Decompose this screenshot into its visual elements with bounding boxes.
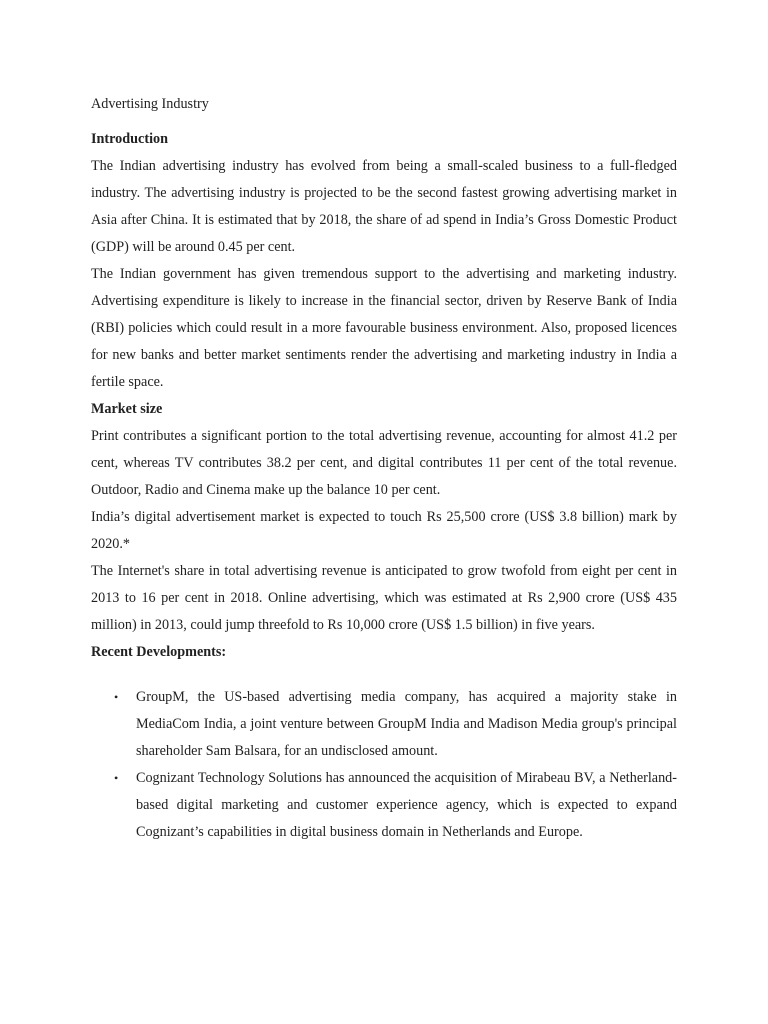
document-title: Advertising Industry xyxy=(91,96,209,112)
list-item-text: Cognizant Technology Solutions has announced the acquisition of Mirabeau BV, a Netherland-based digital marketing and customer experience agency, which is expected to expand Cognizant’s capabilities in digital business domain in Netherlands and Europe. xyxy=(136,770,677,840)
list-item-text: GroupM, the US-based advertising media company, has acquired a majority stake in MediaCom India, a joint venture between GroupM India and Madison Media group's principal shareholder Sam Balsara, for an undisclosed amount. xyxy=(136,689,677,759)
recent-developments-list xyxy=(91,684,677,846)
heading-market-size: Market size xyxy=(91,401,163,417)
market-size-paragraph-2: India’s digital advertisement market is expected to touch Rs 25,500 crore (US$ 3.8 billion) mark by 2020.* xyxy=(91,509,677,552)
bullet-icon: • xyxy=(114,690,119,704)
market-size-paragraph-1: Print contributes a significant portion to the total advertising revenue, accounting for almost 41.2 per cent, whereas TV contributes 38.2 per cent, and digital contributes 11 per cent of the total revenue. Outdoor, Radio and Cinema make up the balance 10 per cent. xyxy=(91,428,677,498)
heading-introduction: Introduction xyxy=(91,131,168,147)
document-page xyxy=(91,91,677,846)
introduction-paragraph-2: The Indian government has given tremendous support to the advertising and marketing industry. Advertising expenditure is likely to increase in the financial sector, driven by Reserve Bank of India (RBI) policies which could result in a more favourable business environment. Also, proposed licences for new banks and better market sentiments render the advertising and marketing industry in India a fertile space. xyxy=(91,266,677,390)
market-size-paragraph-3: The Internet's share in total advertising revenue is anticipated to grow twofold from eight per cent in 2013 to 16 per cent in 2018. Online advertising, which was estimated at Rs 2,900 crore (US$ 435 million) in 2013, could jump threefold to Rs 10,000 crore (US$ 1.5 billion) in five years. xyxy=(91,563,677,633)
heading-recent-developments: Recent Developments: xyxy=(91,644,227,660)
list-item xyxy=(91,684,677,765)
introduction-paragraph-1: The Indian advertising industry has evolved from being a small-scaled business to a full-fledged industry. The advertising industry is projected to be the second fastest growing advertising market in Asia after China. It is estimated that by 2018, the share of ad spend in India’s Gross Domestic Product (GDP) will be around 0.45 per cent. xyxy=(91,158,677,255)
list-item xyxy=(91,765,677,846)
bullet-icon: • xyxy=(114,771,119,785)
